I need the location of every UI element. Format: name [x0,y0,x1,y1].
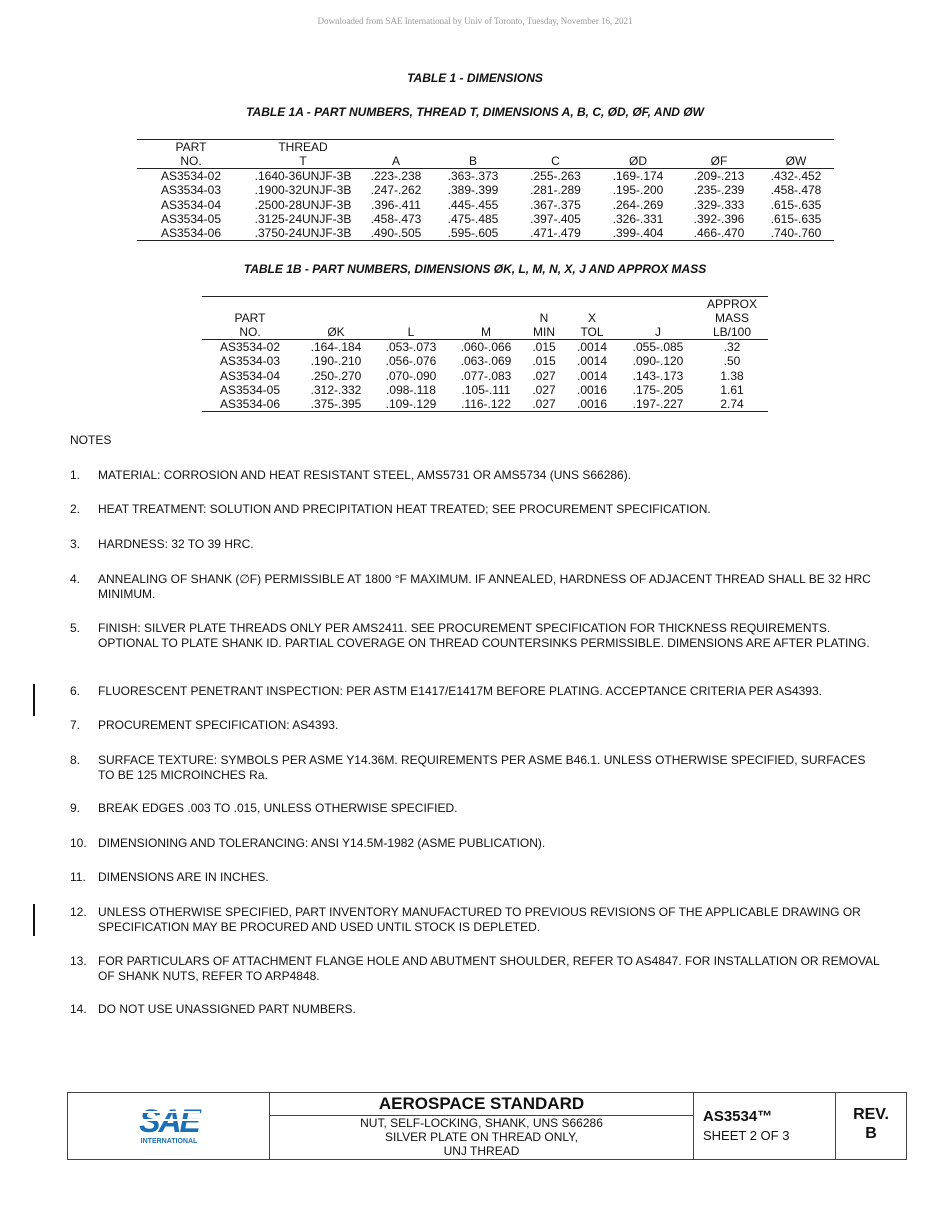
download-watermark: Downloaded from SAE International by Univ of Toronto, Tuesday, November 16, 2021 [317,16,633,26]
note-item [70,537,880,552]
table-row [137,198,834,212]
table-cell: 1.38 [720,368,744,383]
logo-cell [68,1093,270,1159]
description-line: SILVER PLATE ON THREAD ONLY, [385,1130,578,1144]
notes-heading: NOTES [70,433,112,447]
note-text: BREAK EDGES .003 TO .015, UNLESS OTHERWISE SPECIFIED. [98,801,458,815]
table1a-title: TABLE 1A - PART NUMBERS, THREAD T, DIMENSIONS A, B, C, ØD, ØF, AND ØW [246,105,704,119]
column-header: J [620,325,696,340]
table-cell: .312-.332 [310,382,362,397]
table-row [137,226,834,241]
note-number: 13. [70,954,87,968]
column-header [620,311,696,325]
table-cell: AS3534-03 [219,354,281,369]
table-cell: .055-.085 [632,340,684,354]
column-header [620,297,696,312]
table-cell: AS3534-05 [219,382,281,397]
table-cell: .077-.083 [460,368,512,383]
note-number: 12. [70,905,87,919]
column-header [680,140,758,155]
table-row [202,397,768,412]
table-cell: .0016 [576,382,608,397]
column-header [758,140,834,155]
table-cell: .458-.473 [370,211,422,226]
column-header: C [515,154,596,169]
column-header: ØF [680,154,758,169]
table-row [137,169,834,184]
note-number: 1. [70,468,81,482]
table-row [137,212,834,226]
table-cell: .595-.605 [431,226,515,241]
table-cell: .2500-28UNJF-3B [254,197,352,212]
table-cell: .0016 [564,397,620,412]
column-header: M [448,325,524,340]
table-cell: .195-.200 [612,183,664,198]
table-cell: .490-.505 [361,226,431,241]
column-header: THREAD [245,140,361,155]
table-cell: 2.74 [696,397,768,412]
table-cell: .053-.073 [385,340,437,354]
note-item [70,954,880,984]
note-text: SURFACE TEXTURE: SYMBOLS PER ASME Y14.36M. REQUIREMENTS PER ASME B46.1. UNLESS OTHERWISE SPECIFIED, SURFACES TO BE 125 MICROINCHES Ra. [98,753,866,782]
table-cell: AS3534-04 [160,197,222,212]
note-number: 5. [70,621,81,635]
column-header [202,297,298,312]
revision-cell [836,1093,906,1159]
column-header [448,297,524,312]
sae-logo-subtext: INTERNATIONAL [140,1138,198,1145]
note-number: 4. [70,572,81,586]
note-item [70,572,880,602]
table-row [137,183,834,197]
title-block [67,1092,907,1160]
table-cell: .197-.227 [620,397,696,412]
table-cell: AS3534-06 [202,397,298,412]
revision-label: REV. [853,1106,889,1123]
column-header: MIN [524,325,564,340]
table-cell: .109-.129 [374,397,448,412]
table-cell: .190-.210 [310,354,362,369]
column-header: PART [137,140,245,155]
sae-logo [68,1093,270,1159]
note-item [70,905,880,935]
column-header [515,140,596,155]
note-number: 8. [70,753,81,767]
column-header: NO. [202,325,298,340]
table-row [202,340,768,355]
note-text: FLUORESCENT PENETRANT INSPECTION: PER ASTM E1417/E1417M BEFORE PLATING. ACCEPTANCE CRITERIA PER AS4393. [98,684,822,698]
note-text: ANNEALING OF SHANK (∅F) PERMISSIBLE AT 1800 °F MAXIMUM. IF ANNEALED, HARDNESS OF ADJACENT THREAD SHALL BE 32 HRC MINIMUM. [98,572,871,601]
column-header [298,297,374,312]
note-item [70,718,880,733]
note-text: PROCUREMENT SPECIFICATION: AS4393. [98,718,339,732]
table-cell: .255-.263 [530,169,581,183]
note-number: 10. [70,836,87,850]
table-cell: .250-.270 [310,368,362,383]
table-cell: .281-.289 [530,183,581,198]
note-number: 2. [70,502,81,516]
table-cell: .329-.333 [693,197,745,212]
table-row [202,369,768,383]
column-header: PART [234,311,266,325]
table-cell: .475-.485 [447,211,499,226]
table-cell: .1900-32UNJF-3B [254,183,352,198]
standard-type: AEROSPACE STANDARD [270,1093,693,1116]
table-cell: AS3534-02 [160,169,222,183]
table-cell: .063-.069 [460,354,512,369]
description-line: NUT, SELF-LOCKING, SHANK, UNS S66286 [360,1116,603,1130]
table-cell: .397-.405 [530,211,581,226]
column-header [431,140,515,155]
table-cell: .223-.238 [370,169,422,183]
table1b [202,296,768,412]
table-cell: AS3534-05 [160,211,222,226]
table-cell: .3750-24UNJF-3B [245,226,361,241]
table1b-title: TABLE 1B - PART NUMBERS, DIMENSIONS ØK, L, M, N, X, J AND APPROX MASS [243,262,707,276]
note-text: DO NOT USE UNASSIGNED PART NUMBERS. [98,1002,356,1016]
note-text: FINISH: SILVER PLATE THREADS ONLY PER AMS2411. SEE PROCUREMENT SPECIFICATION FOR THICKNESS REQUIREMENTS. OPTIONAL TO PLATE SHANK ID. PARTIAL COVERAGE ON THREAD COUNTERSINKS PERMISSIBLE. DIMENSIONS ARE AFTER PLATING. [98,621,870,650]
table-cell: .615-.635 [770,197,822,212]
table-cell: .466-.470 [680,226,758,241]
table-cell: .264-.269 [612,197,664,212]
revision-bar [33,904,35,936]
table-cell: .247-.262 [370,183,422,198]
column-header: A [361,154,431,169]
table-cell: .615-.635 [770,211,822,226]
table-cell: .1640-36UNJF-3B [254,169,352,183]
table-cell: AS3534-02 [219,340,281,354]
column-header [361,140,431,155]
table-cell: .027 [532,368,556,383]
part-number: AS3534™ [703,1108,773,1125]
table-cell: .0014 [576,368,608,383]
table-cell: AS3534-03 [160,183,222,198]
column-header [524,297,564,312]
note-item [70,468,880,483]
note-text: HEAT TREATMENT: SOLUTION AND PRECIPITATION HEAT TREATED; SEE PROCUREMENT SPECIFICATION. [98,502,711,516]
table-cell: .116-.122 [448,397,524,412]
sae-logo-text: SAE [139,1103,199,1139]
table-cell: .0014 [576,354,608,369]
table-cell: .060-.066 [460,340,512,354]
note-item [70,684,880,699]
column-header: ØW [758,154,834,169]
table-cell: .169-.174 [612,169,664,183]
note-number: 7. [70,718,81,732]
description-line: UNJ THREAD [443,1144,520,1158]
column-header: NO. [137,154,245,169]
note-text: DIMENSIONING AND TOLERANCING: ANSI Y14.5M-1982 (ASME PUBLICATION). [98,836,546,850]
table-cell: .098-.118 [386,382,436,397]
note-item [70,502,880,517]
revision-bar [33,684,35,716]
table-cell: .143-.173 [632,368,684,383]
table-cell: .396-.411 [371,197,421,212]
revision-value: B [865,1125,877,1142]
column-header [596,140,680,155]
table-cell: .070-.090 [385,368,437,383]
table-cell: AS3534-06 [137,226,245,241]
table-cell: .105-.111 [461,382,511,397]
table-cell: .0014 [576,340,608,354]
column-header: TOL [564,325,620,340]
column-header: T [245,154,361,169]
column-header: L [374,325,448,340]
column-header [374,311,448,325]
column-header: B [431,154,515,169]
table-cell: .389-.399 [447,183,499,198]
standard-description [270,1116,693,1158]
column-header: ØK [298,325,374,340]
note-text: UNLESS OTHERWISE SPECIFIED, PART INVENTORY MANUFACTURED TO PREVIOUS REVISIONS OF THE APPLICABLE DRAWING OR SPECIFICATION MAY BE PROCURED AND USED UNTIL STOCK IS DEPLETED. [98,905,861,934]
table1b-header-row-3 [202,325,768,340]
column-header: APPROX [696,297,768,312]
table1-title: TABLE 1 - DIMENSIONS [407,71,543,85]
table-cell: .164-.184 [310,340,362,354]
table-cell: .458-.478 [770,183,822,198]
table-cell: .209-.213 [693,169,745,183]
table-cell: .235-.239 [693,183,745,198]
table-row [202,354,768,368]
table-cell: .027 [532,382,556,397]
note-item [70,1002,880,1017]
table-cell: .50 [723,354,741,369]
note-text: MATERIAL: CORROSION AND HEAT RESISTANT STEEL, AMS5731 OR AMS5734 (UNS S66286). [98,468,632,482]
column-header: N [539,311,549,325]
column-header: X [587,311,596,325]
table-cell: .471-.479 [515,226,596,241]
table1b-header-row-1 [202,297,768,312]
table1a [137,139,834,241]
note-number: 9. [70,801,81,815]
note-number: 6. [70,684,81,698]
column-header: ØD [596,154,680,169]
note-item [70,801,880,816]
table1b-header-row-2 [202,311,768,325]
table-cell: .445-.455 [447,197,499,212]
note-text: DIMENSIONS ARE IN INCHES. [98,870,269,884]
table-row [202,383,768,397]
note-number: 3. [70,537,81,551]
table-cell: .056-.076 [385,354,437,369]
table-cell: .3125-24UNJF-3B [254,211,352,226]
table-cell: .015 [532,340,556,354]
sheet-number: SHEET 2 OF 3 [703,1128,790,1143]
note-item [70,753,880,783]
note-text: FOR PARTICULARS OF ATTACHMENT FLANGE HOLE AND ABUTMENT SHOULDER, REFER TO AS4847. FOR INSTALLATION OR REMOVAL OF SHANK NUTS, REFER TO ARP4848. [98,954,880,983]
table-cell: .367-.375 [530,197,581,212]
column-header [374,297,448,312]
standard-cell [270,1093,694,1159]
table-cell: 1.61 [720,382,744,397]
column-header: MASS [714,311,749,325]
table-cell: .32 [723,340,741,354]
table-cell: .175-.205 [632,382,684,397]
column-header [448,311,524,325]
table-cell: .326-.331 [612,211,664,226]
note-item [70,870,880,885]
table-cell: .740-.760 [758,226,834,241]
column-header: LB/100 [696,325,768,340]
table-cell: .015 [532,354,556,369]
note-item [70,836,880,851]
table-cell: .399-.404 [596,226,680,241]
table-cell: AS3534-04 [219,368,281,383]
note-text: HARDNESS: 32 TO 39 HRC. [98,537,254,551]
part-number-cell [694,1093,836,1159]
table1a-header-row-2 [137,154,834,169]
table-cell: .392-.396 [693,211,745,226]
note-number: 11. [70,870,86,884]
column-header [564,297,620,312]
table-cell: .027 [524,397,564,412]
table1a-header-row-1 [137,140,834,155]
table-cell: .090-.120 [632,354,684,369]
table-cell: .375-.395 [298,397,374,412]
table-cell: .432-.452 [770,169,822,183]
note-item [70,621,880,651]
column-header [298,311,374,325]
note-number: 14. [70,1002,87,1016]
table-cell: .363-.373 [447,169,499,183]
